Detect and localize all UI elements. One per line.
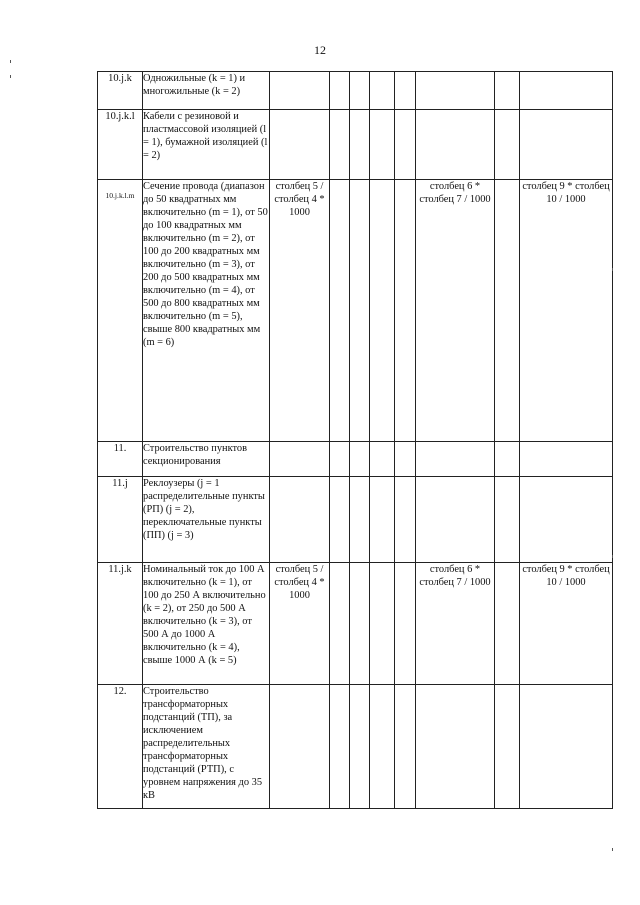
row-number: 10.j.k.l <box>98 110 143 180</box>
formula-cell <box>416 72 495 110</box>
row-description: Реклоузеры (j = 1 распределительные пункты (РП) (j = 2), переключательные пункты (ПП) (j = 3) <box>143 477 270 563</box>
formula-cell <box>520 442 613 477</box>
row-description: Одножильные (k = 1) и многожильные (k = 2) <box>143 72 270 110</box>
formula-cell <box>520 685 613 809</box>
table-row <box>98 180 613 442</box>
formula-cell <box>520 110 613 180</box>
empty-cell <box>350 72 370 110</box>
formula-cell: столбец 9 * столбец 10 / 1000 <box>520 180 613 442</box>
table-row <box>98 442 613 477</box>
formula-cell <box>416 477 495 563</box>
empty-cell <box>350 110 370 180</box>
table-row <box>98 110 613 180</box>
empty-cell <box>395 685 416 809</box>
scan-mark <box>612 268 613 271</box>
formula-cell <box>270 110 330 180</box>
row-number: 11. <box>98 442 143 477</box>
row-description: Кабели с резиновой и пластмассовой изоляцией (l = 1), бумажной изоляцией (l = 2) <box>143 110 270 180</box>
empty-cell <box>370 110 395 180</box>
row-number: 11.j.k <box>98 563 143 685</box>
empty-cell <box>370 563 395 685</box>
empty-cell <box>395 110 416 180</box>
formula-cell: столбец 6 * столбец 7 / 1000 <box>416 563 495 685</box>
formula-cell <box>270 477 330 563</box>
row-number: 11.j <box>98 477 143 563</box>
empty-cell <box>495 563 520 685</box>
empty-cell <box>370 442 395 477</box>
row-description: Номинальный ток до 100 А включительно (k = 1), от 100 до 250 А включительно (k = 2), от 250 до 500 А включительно (k = 3), от 500 А до 1000 А включительно (k = 4), свыше 1000 А (k = 5) <box>143 563 270 685</box>
formula-cell <box>270 72 330 110</box>
page-number: 12 <box>314 43 326 57</box>
formula-cell: столбец 5 / столбец 4 * 1000 <box>270 180 330 442</box>
empty-cell <box>330 563 350 685</box>
empty-cell <box>330 180 350 442</box>
scan-mark <box>612 555 613 558</box>
empty-cell <box>495 685 520 809</box>
formula-cell: столбец 9 * столбец 10 / 1000 <box>520 563 613 685</box>
formula-cell <box>416 685 495 809</box>
formula-cell <box>520 477 613 563</box>
empty-cell <box>330 72 350 110</box>
empty-cell <box>350 180 370 442</box>
table-row <box>98 563 613 685</box>
formula-cell <box>416 442 495 477</box>
empty-cell <box>370 477 395 563</box>
formula-cell: столбец 5 / столбец 4 * 1000 <box>270 563 330 685</box>
empty-cell <box>370 180 395 442</box>
scan-mark <box>10 60 11 63</box>
formula-cell: столбец 6 * столбец 7 / 1000 <box>416 180 495 442</box>
empty-cell <box>350 442 370 477</box>
empty-cell <box>350 477 370 563</box>
cost-table <box>97 71 613 809</box>
table-row <box>98 72 613 110</box>
empty-cell <box>495 110 520 180</box>
empty-cell <box>495 477 520 563</box>
scan-mark <box>612 848 613 851</box>
scan-mark <box>10 75 11 78</box>
empty-cell <box>495 72 520 110</box>
empty-cell <box>330 442 350 477</box>
empty-cell <box>370 685 395 809</box>
empty-cell <box>395 477 416 563</box>
empty-cell <box>395 563 416 685</box>
empty-cell <box>330 477 350 563</box>
empty-cell <box>395 72 416 110</box>
formula-cell <box>270 442 330 477</box>
table-row <box>98 477 613 563</box>
empty-cell <box>350 563 370 685</box>
row-number: 10.j.k <box>98 72 143 110</box>
row-number: 10.j.k.l.m <box>98 180 143 442</box>
formula-cell <box>270 685 330 809</box>
formula-cell <box>520 72 613 110</box>
empty-cell <box>495 180 520 442</box>
empty-cell <box>350 685 370 809</box>
row-description: Строительство пунктов секционирования <box>143 442 270 477</box>
row-number: 12. <box>98 685 143 809</box>
formula-cell <box>416 110 495 180</box>
table-row <box>98 685 613 809</box>
row-description: Строительство трансформаторных подстанций (ТП), за исключением распределительных трансформаторных подстанций (РТП), с уровнем напряжения до 35 кВ <box>143 685 270 809</box>
empty-cell <box>395 442 416 477</box>
row-description: Сечение провода (диапазон до 50 квадратных мм включительно (m = 1), от 50 до 100 квадратных мм включительно (m = 2), от 100 до 200 квадратных мм включительно (m = 3), от 200 до 500 квадратных мм включительно (m = 4), от 500 до 800 квадратных мм включительно (m = 5), свыше 800 квадратных мм (m = 6) <box>143 180 270 442</box>
empty-cell <box>370 72 395 110</box>
empty-cell <box>330 685 350 809</box>
empty-cell <box>330 110 350 180</box>
empty-cell <box>395 180 416 442</box>
empty-cell <box>495 442 520 477</box>
